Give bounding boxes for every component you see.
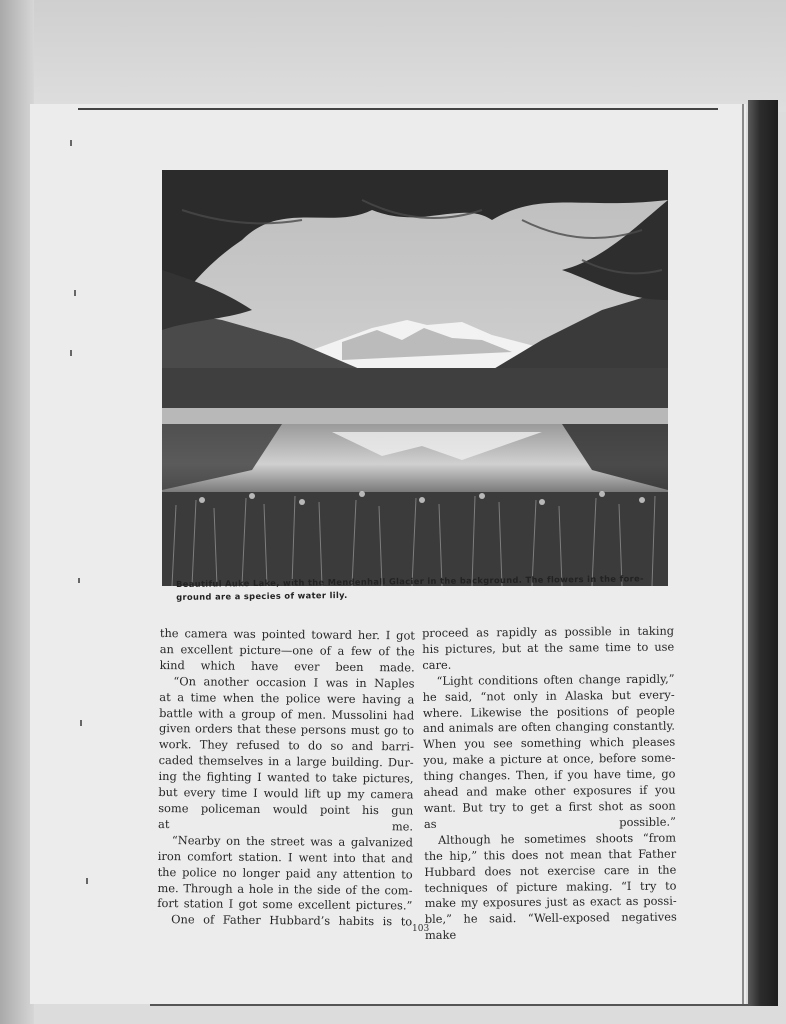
text-line: you, make a picture at once, before some- bbox=[423, 750, 676, 768]
text-line: but every time I would lift up my camera bbox=[158, 785, 414, 802]
text-line: an excellent picture—one of a few of the bbox=[159, 641, 415, 659]
text-line: want. But try to get a first shot as soon bbox=[423, 798, 676, 815]
text-line: at me. bbox=[158, 816, 414, 834]
text-line: fort station I got some excellent pictures.” bbox=[157, 896, 413, 913]
text-line: ble,” he said. “Well-exposed negatives make bbox=[424, 909, 677, 943]
text-line: ing the fighting I wanted to take pictures, bbox=[158, 769, 414, 786]
text-line: given orders that these persons must go to bbox=[158, 721, 415, 738]
page-binding-shadow bbox=[748, 100, 778, 1006]
lake-photograph bbox=[162, 170, 668, 586]
text-line: the camera was pointed toward her. I got bbox=[159, 626, 415, 643]
text-line: me. Through a hole in the side of the com- bbox=[157, 880, 413, 897]
page-bottom-rule bbox=[150, 1004, 750, 1006]
page-number: 103 bbox=[412, 924, 430, 934]
text-line: care. bbox=[422, 657, 452, 672]
text-line: some policeman would point his gun bbox=[158, 800, 414, 818]
text-line: techniques of picture making. “I try to bbox=[424, 878, 677, 895]
text-column-right bbox=[422, 624, 677, 945]
text-line: the police no longer paid any attention to bbox=[157, 864, 413, 882]
text-line: ahead and make other exposures if you bbox=[423, 782, 676, 800]
text-line: When you see something which pleases bbox=[423, 734, 676, 752]
text-line: iron comfort station. I went into that and bbox=[157, 848, 413, 866]
text-line: where. Likewise the positions of people bbox=[422, 703, 675, 720]
margin-mark bbox=[70, 350, 72, 356]
margin-mark bbox=[74, 290, 76, 296]
scan-background-left bbox=[0, 0, 34, 1024]
text-line: One of Father Hubbard’s habits is to bbox=[171, 912, 413, 929]
text-line: proceed as rapidly as possible in taking bbox=[422, 623, 675, 640]
text-column-left bbox=[157, 626, 415, 931]
scan-background-top bbox=[0, 0, 786, 112]
text-line: the hip,” this does not mean that Father bbox=[424, 846, 677, 863]
text-line: thing changes. Then, if you have time, go bbox=[423, 766, 676, 784]
text-line: Hubbard does not exercise care in the bbox=[424, 862, 677, 879]
margin-mark bbox=[86, 878, 88, 884]
text-line: and animals are often changing constantly. bbox=[422, 719, 676, 736]
text-line: Although he sometimes shoots “from bbox=[437, 830, 677, 847]
margin-mark bbox=[80, 720, 82, 726]
page-edge-line bbox=[742, 104, 744, 1004]
text-line: as possible.” bbox=[423, 814, 676, 831]
text-line: “On another occasion I was in Naples bbox=[173, 673, 415, 691]
text-line: work. They refused to do so and barri- bbox=[158, 737, 414, 754]
margin-mark bbox=[70, 140, 72, 146]
text-line: battle with a group of men. Mussolini had bbox=[159, 705, 415, 722]
text-line: he said, “not only in Alaska but every- bbox=[422, 687, 675, 704]
text-line: kind which have ever been made. bbox=[159, 657, 415, 675]
text-line: caded themselves in a large building. Dur- bbox=[158, 753, 414, 770]
page-top-rule bbox=[78, 108, 718, 110]
landscape-photo-icon bbox=[162, 170, 668, 586]
text-line: “Nearby on the street was a galvanized bbox=[171, 832, 414, 850]
caption-line: Beautiful Auke Lake, with the Mendenhall Glacier in the background. The flowers in the fore- bbox=[176, 573, 644, 589]
text-line: make my exposures just as exact as possi- bbox=[424, 893, 677, 911]
text-line: at a time when the police were having a bbox=[159, 689, 415, 707]
caption-line: ground are a species of water lily. bbox=[176, 589, 348, 602]
text-line: his pictures, but at the same time to use bbox=[422, 639, 675, 656]
margin-mark bbox=[78, 578, 80, 583]
text-line: “Light conditions often change rapidly,” bbox=[436, 671, 675, 688]
